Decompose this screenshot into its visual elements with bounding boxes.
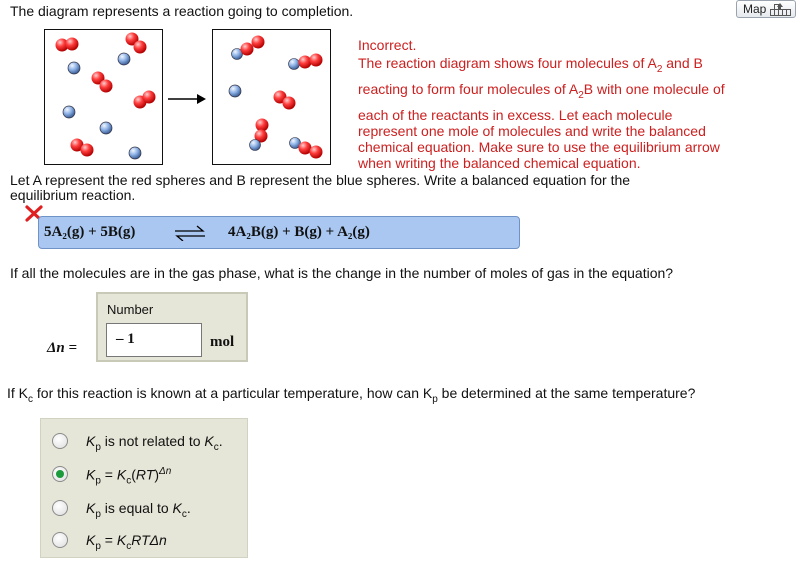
b-molecule	[229, 85, 241, 97]
radio-button[interactable]	[52, 532, 68, 548]
option-kp-kc-rt-dn[interactable]	[41, 460, 247, 490]
reactants-panel	[44, 29, 163, 165]
moles-prompt: If all the molecules are in the gas phase, what is the change in the number of moles of gas in the equation?	[10, 265, 674, 281]
feedback-line: when writing the balanced chemical equation.	[358, 154, 641, 171]
products-panel	[212, 29, 331, 165]
a2-molecule	[274, 91, 296, 110]
b-molecule	[63, 106, 75, 118]
a2-molecule	[134, 91, 156, 109]
a2b-molecule	[290, 138, 323, 159]
b-molecule	[129, 147, 141, 159]
option-kp-not-related[interactable]	[41, 427, 247, 457]
equation-prompt-line: equilibrium reaction.	[10, 187, 136, 203]
feedback-line: each of the reactants in excess. Let each molecule	[358, 106, 673, 123]
number-label: Number	[107, 302, 154, 317]
number-input[interactable]: – 1	[106, 323, 202, 357]
unit-label: mol	[210, 334, 235, 350]
option-label: $K_p = K_c(RT)^{\Delta n}$	[86, 466, 172, 487]
a2-molecule	[92, 72, 113, 93]
delta-n-label: Δn =	[47, 340, 78, 356]
b-molecule	[68, 62, 80, 74]
a2b-molecule	[250, 119, 269, 151]
feedback-line: reacting to form four molecules of $A_2B$ with one molecule of	[358, 80, 725, 101]
equation-rhs: 4A₂B(g) + B(g) + A₂(g)	[228, 224, 370, 240]
radio-button-selected[interactable]	[52, 466, 68, 482]
feedback-line: The reaction diagram shows four molecules of $A_2$ and B	[358, 55, 703, 75]
periodic-table-icon	[770, 3, 792, 17]
kp-options-panel	[40, 418, 248, 558]
feedback-status: Incorrect.	[358, 37, 417, 53]
option-label: $K_p$ is equal to $K_c$.	[86, 500, 191, 520]
feedback-line: represent one mole of molecules and write the balanced	[358, 122, 706, 139]
a2-molecule	[56, 38, 79, 52]
question-intro: The diagram represents a reaction going to completion.	[10, 3, 354, 19]
feedback-line: chemical equation. Make sure to use the equilibrium arrow	[358, 138, 720, 155]
reaction-arrow-icon	[167, 92, 207, 106]
map-button-label: Map	[743, 2, 767, 16]
a2-molecule	[126, 33, 147, 54]
equation-prompt	[10, 173, 630, 203]
option-kp-kcrtdn[interactable]	[41, 526, 247, 556]
map-button[interactable]	[736, 0, 796, 18]
option-kp-equal-kc[interactable]	[41, 494, 247, 524]
number-answer-panel	[96, 292, 248, 362]
equation-answer-box[interactable]	[38, 216, 520, 249]
equilibrium-arrow-icon	[173, 225, 207, 241]
option-label: $K_p = K_cRT\Delta n$	[86, 532, 167, 552]
a2-molecule	[71, 139, 94, 157]
equation-lhs: 5A₂(g) + 5B(g)	[44, 224, 136, 240]
a2b-molecule	[232, 36, 265, 60]
radio-button[interactable]	[52, 500, 68, 516]
radio-button[interactable]	[52, 433, 68, 449]
kp-prompt: If $K_c$ for this reaction is known at a particular temperature, how can $K_p$ be determined at the same temperature?	[7, 385, 696, 405]
a2b-molecule	[289, 54, 323, 70]
feedback-block	[358, 37, 725, 171]
option-label: $K_p$ is not related to $K_c$.	[86, 433, 223, 453]
b-molecule	[118, 53, 130, 65]
equation-editor[interactable]	[42, 220, 518, 245]
equation-prompt-line: Let A represent the red spheres and B represent the blue spheres. Write a balanced equation for the	[10, 172, 631, 188]
b-molecule	[100, 122, 112, 134]
